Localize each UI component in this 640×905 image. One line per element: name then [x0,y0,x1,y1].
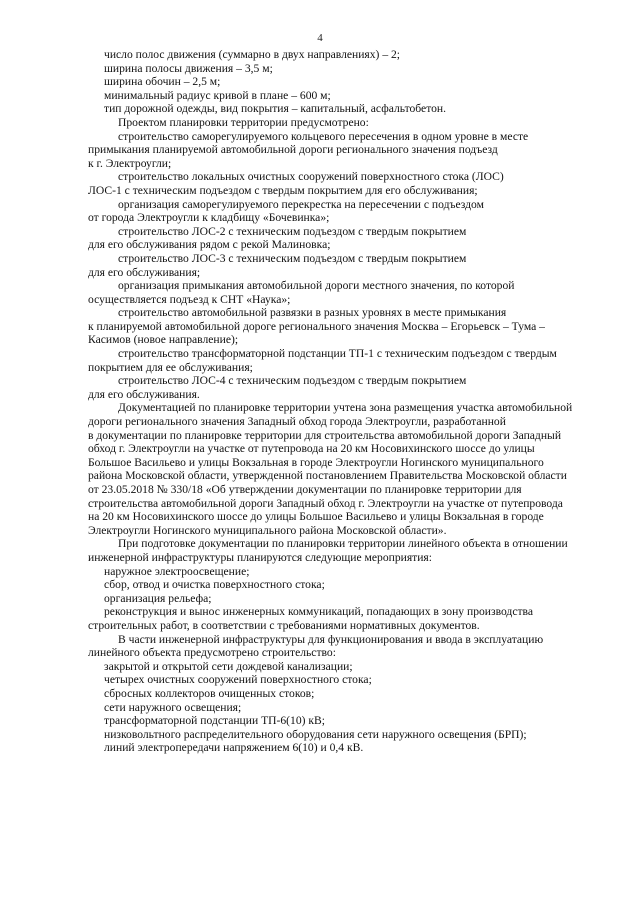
text-line: сбросных коллекторов очищенных стоков; [104,686,315,700]
text-line: для его обслуживания рядом с рекой Малиновка; [88,238,331,252]
text-line: Электроугли Ногинского муниципального района Московской области». [88,523,447,537]
text-line: В части инженерной инфраструктуры для функционирования и ввода в эксплуатацию [118,632,544,646]
text-line: Документацией по планировке территории учтена зона размещения участка автомобильной [118,401,573,415]
text-line: от 23.05.2018 № 330/18 «Об утверждении документации по планировке территории для [88,483,522,496]
text-line: реконструкция и вынос инженерных коммуникаций, попадающих в зону производства [104,605,534,619]
text-line: низковольтного распределительного оборудования сети наружного освещения (БРП); [104,727,527,741]
text-line: покрытием для ее обслуживания; [88,360,253,374]
text-line: дороги регионального значения Западный обход города Электроугли, разработанной [88,415,506,429]
text-line: ширина полосы движения – 3,5 м; [104,61,273,75]
text-line: от города Электроугли к кладбищу «Бочевинка»; [88,211,330,225]
text-line: линий электропередачи напряжением 6(10) и 0,4 кВ. [104,741,364,755]
text-line: Касимов (новое направление); [88,333,239,347]
text-line: закрытой и открытой сети дождевой канализации; [104,659,353,673]
text-line: ЛОС-1 с техническим подъездом с твердым покрытием для его обслуживания; [88,183,478,197]
text-line: наружное электроосвещение; [104,564,250,578]
text-line: к г. Электроугли; [88,156,172,170]
text-line: минимальный радиус кривой в плане – 600 м; [104,88,331,102]
text-line: строительство саморегулируемого кольцевого пересечения в одном уровне в месте [118,129,529,143]
text-line: число полос движения (суммарно в двух направлениях) – 2; [104,48,401,61]
text-line: строительство автомобильной развязки в разных уровнях в месте примыкания [118,306,507,320]
text-line: организация саморегулируемого перекрестка на пересечении с подъездом [118,197,484,211]
text-line: осуществляется подъезд к СНТ «Наука»; [88,292,291,306]
text-line: строительство ЛОС-3 с техническим подъездом с твердым покрытием [118,251,467,265]
text-line: Проектом планировки территории предусмотрено: [118,115,369,129]
text-line: При подготовке документации по планировки территории линейного объекта в отношении [118,537,568,551]
text-line: строительство ЛОС-4 с техническим подъездом с твердым покрытием [118,374,467,388]
text-line: для его обслуживания. [88,387,200,401]
text-line: Большое Васильево и улицы Вокзальная в городе Электроугли Ногинского муниципального [88,455,544,469]
text-line: строительство локальных очистных сооружений поверхностного стока (ЛОС) [118,170,504,184]
text-line: на 20 км Носовихинского шоссе до улицы Большое Васильево и улицы Вокзальная в городе [88,510,544,524]
document-body [88,48,573,755]
text-line: организация рельефа; [104,591,212,605]
text-line: инженерной инфраструктуры планируются следующие мероприятия: [88,550,432,564]
text-line: тип дорожной одежды, вид покрытия – капитальный, асфальтобетон. [104,102,447,116]
text-line: строительных работ, в соответствии с требованиями нормативных документов. [88,618,480,632]
text-line: сбор, отвод и очистка поверхностного стока; [104,578,325,592]
text-line: строительства автомобильной дороги Западный обход г. Электроугли на участке от путепровода [88,496,563,510]
text-line: четырех очистных сооружений поверхностного стока; [104,673,372,687]
text-line: обход г. Электроугли на участке от путепровода на 20 км Носовихинского шоссе до улицы [88,442,535,456]
text-line: района Московской области, утвержденной постановлением Правительства Московской области [88,469,567,483]
text-line: в документации по планировке территории для строительства автомобильной дороги Западный [88,428,562,442]
text-line: ширина обочин – 2,5 м; [104,75,221,89]
text-line: примыкания планируемой автомобильной дороги регионального значения подъезд [88,143,498,157]
text-line: для его обслуживания; [88,265,201,279]
text-line: строительство ЛОС-2 с техническим подъездом с твердым покрытием [118,224,467,238]
page-number: 4 [317,32,323,44]
text-line: организация примыкания автомобильной дороги местного значения, по которой [118,279,515,293]
text-line: к планируемой автомобильной дороге регионального значения Москва – Егорьевск – Тума – [88,319,545,333]
text-line: линейного объекта предусмотрено строительство: [88,646,336,660]
text-line: сети наружного освещения; [104,700,242,714]
text-line: строительство трансформаторной подстанции ТП-1 с техническим подъездом с твердым [118,347,557,361]
text-line: трансформаторной подстанции ТП-6(10) кВ; [104,714,325,728]
